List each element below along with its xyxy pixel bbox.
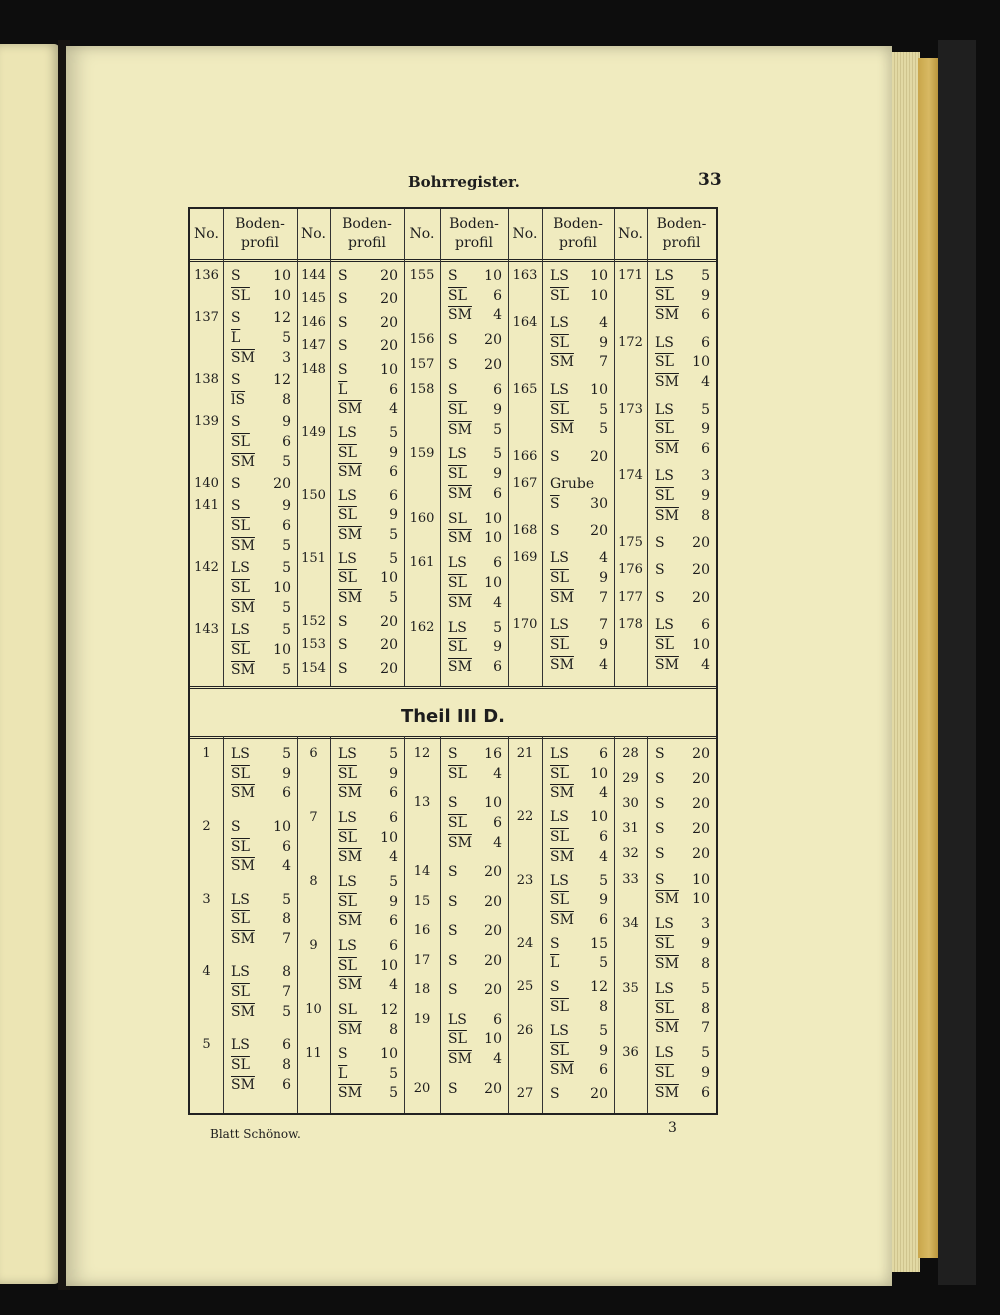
soil-layer: S 20 — [448, 982, 502, 999]
soil-layer: S 16 — [448, 746, 502, 762]
part-a-column-rule — [542, 209, 543, 686]
soil-layer: S 20 — [448, 893, 502, 910]
boring-number: 140 — [194, 476, 219, 491]
soil-layer: $\overline{SL}$ 6 — [231, 518, 291, 535]
soil-layer: $\overline{SM}$ 7 — [550, 354, 608, 371]
soil-layer: S 10 — [655, 871, 710, 888]
soil-layer: $\overline{SM}$ 3 — [231, 349, 291, 366]
boring-number: 141 — [194, 498, 219, 514]
soil-layer: $\overline{SM}$ 10 — [655, 891, 710, 908]
soil-layer: LS 10 — [550, 268, 608, 284]
soil-layer: $\overline{SL}$ 6 — [448, 814, 502, 831]
soil-layer: $\overline{SL}$ 9 — [338, 893, 398, 910]
boring-number: 14 — [413, 864, 431, 880]
soil-layer: LS 5 — [231, 891, 291, 908]
part-a-column-rule — [223, 209, 224, 686]
soil-layer: S 10 — [338, 361, 398, 378]
boring-number: 26 — [516, 1022, 534, 1038]
soil-layer: LS 6 — [448, 1011, 502, 1028]
soil-layer: LS 5 — [655, 268, 710, 284]
boring-number: 16 — [413, 923, 431, 939]
soil-layer: $\overline{SM}$ 4 — [338, 977, 398, 994]
soil-layer: S 20 — [231, 476, 291, 492]
soil-layer: $\overline{SM}$ 6 — [448, 485, 502, 502]
soil-layer: $\overline{SM}$ 6 — [338, 785, 398, 802]
boring-number: 4 — [202, 964, 211, 980]
soil-layer: LS 10 — [550, 381, 608, 398]
soil-layer: $\overline{SL}$ 9 — [655, 1065, 710, 1082]
boring-number: 164 — [512, 315, 538, 331]
boring-number: 24 — [516, 935, 534, 951]
soil-layer: S 12 — [550, 979, 608, 996]
soil-layer: S 20 — [655, 846, 710, 863]
page-stack-edge — [892, 52, 920, 1272]
soil-layer: $\overline{lS}$ 8 — [231, 391, 291, 408]
boring-number: 170 — [512, 617, 538, 633]
boring-number: 2 — [202, 818, 211, 834]
soil-layer: $\overline{SL}$ 9 — [448, 401, 502, 418]
soil-layer: SL 12 — [338, 1001, 398, 1018]
soil-layer: $\overline{SL}$ 9 — [550, 1042, 608, 1059]
soil-layer: $\overline{SL}$ 8 — [655, 1000, 710, 1017]
soil-layer: $\overline{SL}$ 9 — [231, 765, 291, 782]
boring-number: 176 — [618, 562, 643, 578]
soil-layer: LS 5 — [655, 1045, 710, 1062]
soil-layer: S 20 — [448, 864, 502, 881]
soil-layer: $\overline{SM}$ 5 — [338, 527, 398, 544]
soil-layer: $\overline{SM}$ 4 — [550, 785, 608, 802]
soil-layer: $\overline{SL}$ 10 — [550, 765, 608, 782]
soil-layer: LS 6 — [338, 487, 398, 504]
boring-number: 160 — [409, 510, 435, 526]
bohrregister-table — [188, 207, 718, 1115]
soil-layer: S 20 — [338, 637, 398, 654]
boring-number: 7 — [309, 809, 318, 825]
header-no: No. — [301, 225, 326, 242]
boring-number: 34 — [622, 916, 639, 932]
soil-layer: LS 5 — [231, 622, 291, 639]
soil-layer: $\overline{SM}$ 6 — [655, 1084, 710, 1101]
boring-number: 33 — [622, 871, 639, 887]
boring-number: 27 — [516, 1086, 534, 1102]
boring-number: 163 — [512, 268, 538, 283]
boring-number: 177 — [618, 589, 643, 605]
soil-layer: $\overline{SL}$ 6 — [448, 287, 502, 304]
soil-layer: LS 5 — [448, 446, 502, 463]
soil-layer: $\overline{SL}$ 10 — [231, 641, 291, 658]
boring-number: 23 — [516, 872, 534, 888]
soil-layer: LS 8 — [231, 964, 291, 981]
soil-layer: S 20 — [550, 523, 608, 540]
header-bodenprofil: Boden- profil — [553, 216, 603, 251]
soil-layer: S 20 — [448, 357, 502, 374]
boring-number: 5 — [202, 1037, 211, 1053]
boring-number: 162 — [409, 619, 435, 635]
soil-layer: $\overline{SM}$ 7 — [655, 1020, 710, 1037]
soil-layer: LS 5 — [448, 619, 502, 636]
soil-layer: $\overline{SL}$ 10 — [655, 636, 710, 653]
soil-layer: S 20 — [338, 338, 398, 355]
boring-number: 29 — [622, 771, 639, 787]
soil-layer: S 10 — [231, 818, 291, 835]
boring-number: 150 — [301, 487, 326, 503]
soil-layer: SL 10 — [448, 510, 502, 527]
soil-layer: S 20 — [338, 268, 398, 284]
boring-number: 35 — [622, 980, 639, 996]
left-page-edge — [0, 44, 60, 1284]
soil-layer: $\overline{SM}$ 4 — [448, 1051, 502, 1067]
boring-number: 171 — [618, 268, 643, 283]
soil-layer: $\overline{SL}$ 10 — [338, 570, 398, 587]
soil-layer: $\overline{SM}$ 4 — [338, 401, 398, 418]
page-number: 33 — [698, 170, 722, 190]
soil-layer: $\overline{SM}$ 6 — [448, 659, 502, 676]
sheet-caption: Blatt Schönow. — [210, 1127, 301, 1141]
soil-layer: $\overline{SM}$ 6 — [231, 785, 291, 802]
soil-layer: S 20 — [448, 923, 502, 940]
boring-number: 9 — [309, 937, 318, 953]
section-rule-bottom — [190, 736, 716, 739]
soil-layer: $\overline{SM}$ 5 — [338, 1085, 398, 1102]
soil-layer: $\overline{SM}$ 4 — [655, 374, 710, 391]
part-b-column-rule — [223, 736, 224, 1113]
boring-number: 165 — [512, 381, 538, 397]
soil-layer: $\overline{SL}$ 9 — [338, 444, 398, 461]
soil-layer: $\overline{SL}$ 9 — [338, 765, 398, 782]
soil-layer: LS 5 — [338, 746, 398, 762]
soil-layer: $\overline{SM}$ 6 — [550, 911, 608, 928]
soil-layer: S 20 — [655, 796, 710, 813]
soil-layer: $\overline{L}$ 6 — [338, 381, 398, 398]
soil-layer: $\overline{S}$ 30 — [550, 495, 608, 512]
boring-number: 31 — [622, 821, 639, 837]
soil-layer: $\overline{SL}$ 6 — [231, 838, 291, 855]
boring-number: 144 — [301, 268, 326, 283]
boring-number: 3 — [202, 891, 211, 907]
soil-layer: $\overline{SL}$ 10 — [231, 580, 291, 596]
boring-number: 148 — [301, 361, 326, 377]
boring-number: 137 — [194, 310, 219, 326]
boring-number: 15 — [413, 893, 431, 909]
soil-layer: $\overline{SM}$ 6 — [550, 1062, 608, 1079]
boring-number: 12 — [413, 746, 431, 761]
boring-number: 156 — [409, 332, 435, 348]
soil-layer: $\overline{SL}$ 9 — [655, 936, 710, 953]
soil-layer: $\overline{SL}$ 9 — [550, 334, 608, 351]
soil-layer: $\overline{SM}$ 4 — [448, 594, 502, 611]
boring-number: 159 — [409, 446, 435, 462]
boring-number: 32 — [622, 846, 639, 862]
boring-number: 147 — [301, 338, 326, 354]
header-no: No. — [194, 225, 219, 242]
soil-layer: LS 4 — [550, 315, 608, 332]
soil-layer: S 20 — [655, 535, 710, 552]
boring-number: 155 — [409, 268, 435, 283]
soil-layer: S 9 — [231, 414, 291, 431]
boring-number: 30 — [622, 796, 639, 812]
boring-number: 175 — [618, 535, 643, 551]
soil-layer: S 6 — [448, 382, 502, 399]
header-no: No. — [618, 225, 643, 242]
soil-layer: $\overline{SM}$ 4 — [550, 848, 608, 865]
soil-layer: $\overline{SM}$ 6 — [338, 464, 398, 481]
soil-layer: S 20 — [338, 314, 398, 331]
soil-layer: $\overline{SM}$ 5 — [338, 590, 398, 607]
boring-number: 17 — [413, 952, 431, 968]
soil-layer: $\overline{SL}$ 9 — [550, 892, 608, 909]
section-rule-top — [190, 686, 716, 689]
part-a-column-rule — [330, 209, 331, 686]
soil-layer: LS 6 — [338, 937, 398, 954]
soil-layer: S 20 — [338, 613, 398, 630]
part-b-column-rule — [508, 736, 509, 1113]
boring-number: 25 — [516, 979, 534, 995]
boring-number: 10 — [305, 1001, 322, 1017]
soil-layer: S 15 — [550, 935, 608, 952]
soil-layer: $\overline{SM}$ 5 — [231, 599, 291, 616]
header-bodenprofil: Boden- profil — [235, 216, 285, 251]
soil-layer: $\overline{SL}$ 9 — [550, 570, 608, 587]
soil-layer: LS 5 — [655, 401, 710, 418]
soil-layer: S 10 — [448, 795, 502, 812]
soil-layer: $\overline{SL}$ 10 — [655, 354, 710, 371]
soil-layer: $\overline{SL}$ 9 — [550, 636, 608, 653]
soil-layer: $\overline{SL}$ 6 — [550, 828, 608, 845]
boring-number: 168 — [512, 523, 538, 539]
section-title: Theil III D. — [400, 706, 506, 727]
signature-mark: 3 — [668, 1120, 677, 1136]
soil-layer: $\overline{SM}$ 8 — [338, 1021, 398, 1038]
soil-layer: $\overline{SL}$ 10 — [231, 287, 291, 304]
boring-number: 172 — [618, 334, 643, 350]
soil-layer: $\overline{SM}$ 6 — [231, 1076, 291, 1093]
soil-layer: LS 6 — [448, 555, 502, 572]
soil-layer: $\overline{SM}$ 6 — [338, 913, 398, 930]
soil-layer: S 20 — [655, 821, 710, 838]
soil-layer: $\overline{SM}$ 7 — [550, 589, 608, 606]
soil-layer: LS 6 — [338, 809, 398, 826]
running-head: Bohrregister. — [408, 173, 520, 191]
soil-layer: $\overline{SL}$ 7 — [231, 984, 291, 1001]
soil-layer: LS 6 — [550, 746, 608, 762]
soil-layer: $\overline{SL}$ 5 — [550, 401, 608, 418]
soil-layer: $\overline{SM}$ 5 — [231, 1003, 291, 1020]
boring-number: 1 — [202, 746, 211, 761]
soil-layer: S 20 — [338, 291, 398, 308]
soil-layer: LS 5 — [338, 550, 398, 567]
header-bodenprofil: Boden- profil — [342, 216, 392, 251]
boring-number: 146 — [301, 314, 326, 330]
soil-layer: $\overline{SL}$ 10 — [550, 287, 608, 304]
soil-layer: $\overline{SM}$ 5 — [550, 421, 608, 438]
part-a-column-rule — [440, 209, 441, 686]
soil-layer: S 9 — [231, 498, 291, 515]
book-cover — [938, 40, 976, 1285]
header-no: No. — [512, 225, 538, 242]
part-b-column-rule — [647, 736, 648, 1113]
boring-number: 136 — [194, 268, 219, 283]
boring-number: 6 — [309, 746, 318, 761]
boring-number: 18 — [413, 982, 431, 998]
soil-layer: S 10 — [338, 1046, 398, 1063]
boring-number: 169 — [512, 550, 538, 566]
boring-number: 143 — [194, 622, 219, 638]
boring-number: 36 — [622, 1045, 639, 1061]
part-a-column-rule — [647, 209, 648, 686]
soil-layer: $\overline{SL}$ 9 — [338, 507, 398, 524]
soil-layer: $\overline{SM}$ 5 — [231, 537, 291, 554]
soil-layer: LS 3 — [655, 916, 710, 933]
boring-number: 28 — [622, 746, 639, 761]
soil-layer: S 20 — [448, 332, 502, 349]
boring-number: 22 — [516, 809, 534, 825]
soil-layer: $\overline{SM}$ 4 — [655, 656, 710, 673]
boring-number: 11 — [305, 1046, 322, 1062]
soil-layer: $\overline{SL}$ 8 — [550, 999, 608, 1016]
soil-layer: LS 3 — [655, 468, 710, 485]
soil-layer: S 12 — [231, 372, 291, 388]
soil-layer: $\overline{SL}$ 10 — [448, 575, 502, 592]
soil-layer: $\overline{SM}$ 5 — [231, 661, 291, 678]
soil-layer: $\overline{SL}$ 6 — [231, 433, 291, 450]
soil-layer: $\overline{SM}$ 5 — [231, 453, 291, 470]
boring-number: 157 — [409, 357, 435, 373]
part-b-column-rule — [440, 736, 441, 1113]
soil-layer: $\overline{L}$ 5 — [338, 1065, 398, 1082]
soil-layer: LS 6 — [655, 617, 710, 634]
boring-number: 166 — [512, 448, 538, 464]
boring-number: 138 — [194, 372, 219, 387]
soil-layer: S 10 — [231, 268, 291, 284]
boring-number: 19 — [413, 1011, 431, 1027]
boring-number: 174 — [618, 468, 643, 484]
boring-number: 145 — [301, 291, 326, 307]
header-bodenprofil: Boden- profil — [449, 216, 499, 251]
soil-layer: LS 5 — [338, 873, 398, 890]
soil-layer: LS 7 — [550, 617, 608, 634]
boring-number: 149 — [301, 424, 326, 440]
soil-layer: S 12 — [231, 310, 291, 327]
soil-layer: LS 5 — [231, 560, 291, 577]
soil-layer: $\overline{SM}$ 8 — [655, 955, 710, 972]
soil-layer: $\overline{SM}$ 4 — [448, 307, 502, 324]
soil-layer: S 20 — [448, 1080, 502, 1097]
soil-layer: S 20 — [550, 448, 608, 465]
soil-layer: $\overline{SL}$ 10 — [448, 1031, 502, 1048]
soil-layer: $\overline{SL}$ 9 — [448, 639, 502, 656]
soil-layer: S 20 — [655, 746, 710, 762]
soil-layer: $\overline{SL}$ 8 — [231, 1056, 291, 1073]
soil-layer: $\overline{SL}$ 10 — [338, 957, 398, 974]
boring-number: 8 — [309, 873, 318, 889]
header-no: No. — [409, 225, 435, 242]
soil-layer: LS 5 — [231, 746, 291, 762]
soil-layer: $\overline{SM}$ 10 — [448, 530, 502, 547]
soil-layer: $\overline{SL}$ 8 — [231, 911, 291, 928]
boring-number: 158 — [409, 382, 435, 398]
soil-layer: $\overline{L}$ 5 — [231, 329, 291, 346]
soil-layer: S 20 — [655, 589, 710, 606]
boring-number: 154 — [301, 660, 326, 676]
soil-layer: $\overline{SL}$ 9 — [655, 488, 710, 505]
soil-layer: $\overline{SL}$ 9 — [655, 287, 710, 304]
header-rule — [190, 259, 716, 262]
boring-number: 20 — [413, 1080, 431, 1096]
soil-layer: $\overline{SM}$ 6 — [655, 440, 710, 457]
gilt-edge — [918, 58, 940, 1258]
soil-layer: $\overline{SM}$ 4 — [231, 858, 291, 875]
header-bodenprofil: Boden- profil — [656, 216, 707, 251]
boring-number: 142 — [194, 560, 219, 576]
soil-layer: S 20 — [448, 952, 502, 969]
soil-layer: $\overline{SM}$ 4 — [338, 849, 398, 866]
soil-layer: $\overline{SL}$ 9 — [448, 466, 502, 483]
soil-layer: $\overline{SM}$ 4 — [550, 656, 608, 673]
soil-layer: LS 5 — [338, 424, 398, 441]
soil-layer: $\overline{SM}$ 5 — [448, 421, 502, 438]
boring-number: 167 — [512, 476, 538, 491]
boring-number: 161 — [409, 555, 435, 571]
soil-layer: LS 4 — [550, 550, 608, 567]
soil-layer: LS 5 — [550, 1022, 608, 1039]
soil-layer: LS 5 — [655, 980, 710, 997]
soil-layer: S 20 — [655, 562, 710, 579]
soil-layer: $\overline{SM}$ 4 — [448, 834, 502, 851]
soil-layer: Grube — [550, 476, 595, 492]
soil-layer: $\overline{SL}$ 10 — [338, 829, 398, 846]
boring-number: 151 — [301, 550, 326, 566]
table-header — [190, 209, 716, 259]
boring-number: 139 — [194, 414, 219, 430]
part-b-column-rule — [542, 736, 543, 1113]
soil-layer: $\overline{SM}$ 7 — [231, 931, 291, 947]
boring-number: 21 — [516, 746, 534, 761]
soil-layer: LS 6 — [231, 1037, 291, 1054]
soil-layer: LS 5 — [550, 872, 608, 889]
soil-layer: LS 6 — [655, 334, 710, 351]
boring-number: 173 — [618, 401, 643, 417]
boring-number: 178 — [618, 617, 643, 633]
soil-layer: S 20 — [550, 1086, 608, 1103]
soil-layer: $\overline{SM}$ 8 — [655, 507, 710, 524]
soil-layer: $\overline{SL}$ 9 — [655, 421, 710, 438]
soil-layer: $\overline{SM}$ 6 — [655, 307, 710, 324]
soil-layer: S 20 — [338, 660, 398, 677]
soil-layer: LS 10 — [550, 809, 608, 826]
soil-layer: $\overline{L}$ 5 — [550, 955, 608, 972]
soil-layer: S 20 — [655, 771, 710, 788]
soil-layer: S 10 — [448, 268, 502, 284]
part-b-column-rule — [330, 736, 331, 1113]
boring-number: 152 — [301, 613, 326, 629]
soil-layer: $\overline{SL}$ 4 — [448, 765, 502, 782]
boring-number: 153 — [301, 637, 326, 653]
boring-number: 13 — [413, 795, 431, 811]
